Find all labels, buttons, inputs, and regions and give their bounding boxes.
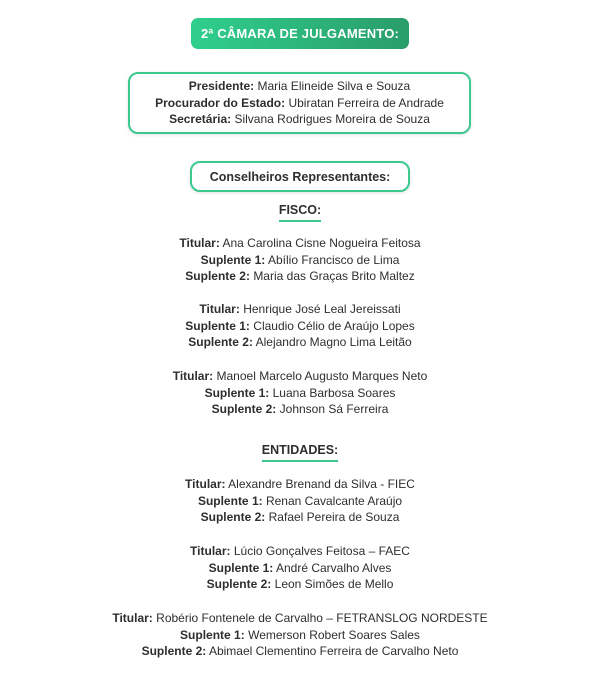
fisco-group-2 bbox=[0, 301, 600, 351]
fisco-title: FISCO: bbox=[279, 203, 321, 222]
official-name: Ubiratan Ferreira de Andrade bbox=[288, 95, 444, 110]
member-role: Titular: bbox=[179, 236, 220, 250]
member-row bbox=[0, 576, 600, 593]
member-name: Lúcio Gonçalves Feitosa – FAEC bbox=[233, 544, 410, 558]
member-role: Suplente 1: bbox=[208, 560, 274, 575]
member-name: Manoel Marcelo Augusto Marques Neto bbox=[216, 369, 428, 383]
member-role: Suplente 2: bbox=[185, 269, 250, 283]
official-role: Secretária: bbox=[169, 112, 232, 127]
member-row bbox=[0, 368, 600, 385]
conselheiros-title: Conselheiros Representantes: bbox=[209, 169, 391, 184]
fisco-group-3 bbox=[0, 368, 600, 418]
official-secretary bbox=[169, 111, 430, 128]
member-row bbox=[0, 301, 600, 318]
member-role: Suplente 1: bbox=[180, 627, 245, 642]
member-role: Suplente 1: bbox=[185, 318, 250, 333]
officials-box bbox=[128, 72, 471, 134]
member-row bbox=[0, 509, 600, 526]
chamber-title: 2ª CÂMARA DE JULGAMENTO: bbox=[200, 26, 400, 41]
entidades-title: ENTIDADES: bbox=[262, 443, 338, 462]
member-name: Abimael Clementino Ferreira de Carvalho Neto bbox=[208, 644, 459, 658]
member-name: Claudio Célio de Araújo Lopes bbox=[253, 318, 415, 333]
member-role: Suplente 1: bbox=[200, 252, 266, 267]
member-row bbox=[0, 401, 600, 418]
member-name: André Carvalho Alves bbox=[275, 560, 392, 575]
member-name: Ana Carolina Cisne Nogueira Feitosa bbox=[222, 236, 421, 250]
member-row bbox=[0, 268, 600, 285]
member-name: Leon Simões de Mello bbox=[274, 577, 394, 591]
official-name: Silvana Rodrigues Moreira de Souza bbox=[234, 112, 430, 127]
member-row bbox=[0, 560, 600, 577]
official-prosecutor bbox=[155, 95, 444, 112]
member-role: Suplente 2: bbox=[206, 577, 272, 591]
member-role: Suplente 1: bbox=[197, 493, 263, 508]
member-row bbox=[0, 385, 600, 402]
official-role: Procurador do Estado: bbox=[155, 95, 286, 110]
fisco-section-title bbox=[0, 203, 600, 222]
member-role: Titular: bbox=[199, 302, 240, 316]
entidades-section-title bbox=[0, 443, 600, 462]
entidades-group-3 bbox=[0, 610, 600, 660]
member-row bbox=[0, 334, 600, 351]
member-role: Titular: bbox=[172, 369, 214, 383]
entidades-group-2 bbox=[0, 543, 600, 593]
member-role: Titular: bbox=[112, 611, 153, 625]
member-role: Suplente 2: bbox=[141, 644, 207, 658]
member-role: Suplente 2: bbox=[188, 335, 253, 349]
member-role: Suplente 2: bbox=[200, 510, 266, 524]
member-row bbox=[0, 476, 600, 493]
member-row bbox=[0, 318, 600, 335]
member-name: Luana Barbosa Soares bbox=[272, 385, 396, 400]
member-row bbox=[0, 627, 600, 644]
fisco-group-1 bbox=[0, 235, 600, 285]
member-role: Suplente 2: bbox=[211, 402, 277, 416]
chamber-title-badge bbox=[191, 18, 409, 49]
member-row bbox=[0, 610, 600, 627]
member-role: Titular: bbox=[190, 544, 231, 558]
member-role: Titular: bbox=[185, 477, 226, 491]
member-name: Abílio Francisco de Lima bbox=[267, 252, 400, 267]
member-row bbox=[0, 543, 600, 560]
entidades-group-1 bbox=[0, 476, 600, 526]
member-name: Henrique José Leal Jereissati bbox=[243, 302, 401, 316]
official-role: Presidente: bbox=[188, 79, 255, 94]
member-name: Alejandro Magno Lima Leitão bbox=[255, 335, 412, 349]
member-name: Johnson Sá Ferreira bbox=[279, 402, 389, 416]
member-name: Maria das Graças Brito Maltez bbox=[253, 269, 415, 283]
member-row bbox=[0, 493, 600, 510]
official-president bbox=[189, 78, 410, 95]
member-name: Rafael Pereira de Souza bbox=[268, 510, 400, 524]
conselheiros-box bbox=[190, 161, 410, 192]
member-name: Alexandre Brenand da Silva - FIEC bbox=[228, 477, 415, 491]
member-name: Renan Cavalcante Araújo bbox=[265, 493, 403, 508]
member-name: Wemerson Robert Soares Sales bbox=[248, 627, 420, 642]
official-name: Maria Elineide Silva e Souza bbox=[257, 79, 411, 94]
member-row bbox=[0, 235, 600, 252]
member-role: Suplente 1: bbox=[204, 385, 270, 400]
member-row bbox=[0, 252, 600, 269]
member-name: Robério Fontenele de Carvalho – FETRANSLOG NORDESTE bbox=[156, 611, 488, 625]
member-row bbox=[0, 643, 600, 660]
